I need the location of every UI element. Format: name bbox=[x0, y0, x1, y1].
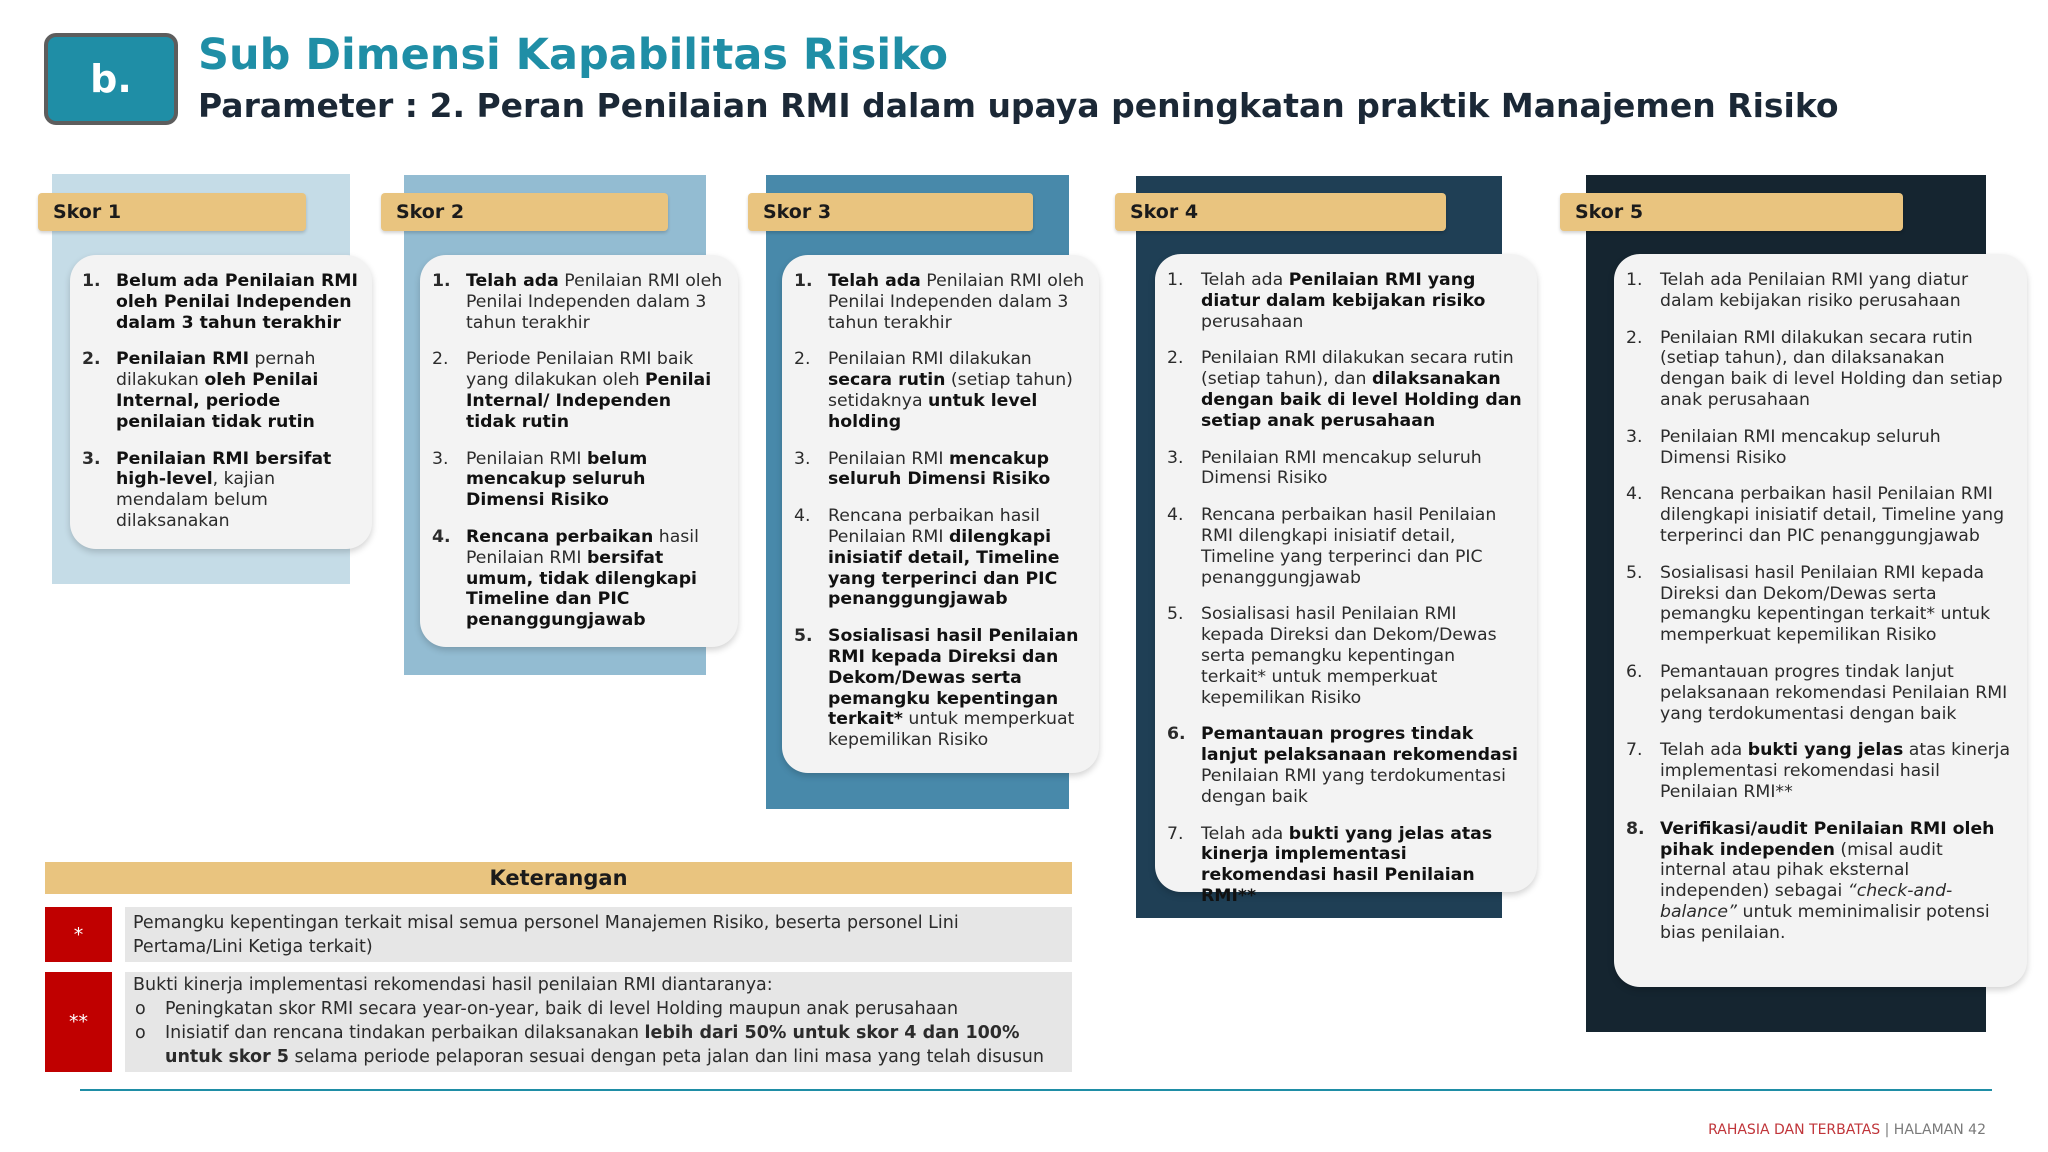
section-badge: b. bbox=[44, 33, 178, 125]
note-2-bullet-2-text-c: selama periode pelaporan sesuai dengan peta jalan dan lini masa yang telah disusun bbox=[288, 1047, 1044, 1067]
item-number: 2. bbox=[794, 349, 811, 370]
skor-4-item-7 bbox=[1167, 824, 1523, 907]
skor-1-item-3 bbox=[82, 449, 358, 532]
skor-4-item-3 bbox=[1167, 448, 1523, 490]
item-text-segment: dilaksanakan dengan baik di level Holding dan setiap anak perusahaan bbox=[1201, 369, 1522, 431]
skor-5-card bbox=[1614, 254, 2027, 987]
note-2-box bbox=[125, 972, 1072, 1072]
skor-1-item-1 bbox=[82, 271, 358, 333]
note-2-marker: ** bbox=[45, 972, 112, 1072]
item-number: 1. bbox=[1167, 270, 1184, 290]
footer-divider bbox=[80, 1089, 1992, 1091]
item-text-segment: secara rutin bbox=[828, 370, 946, 391]
item-text-segment: untuk meminimalisir potensi bias penilaian. bbox=[1660, 901, 1990, 943]
item-text-segment: Penilaian RMI bbox=[466, 448, 587, 469]
skor-5-tab: Skor 5 bbox=[1560, 193, 1903, 231]
skor-3-card bbox=[782, 255, 1099, 773]
item-text-segment: Rencana perbaikan bbox=[466, 526, 654, 547]
skor-3-list bbox=[794, 271, 1085, 751]
item-text-segment: Pemantauan progres tindak lanjut pelaksanaan rekomendasi bbox=[1201, 724, 1518, 766]
item-text-segment: atas kinerja implementasi rekomendasi hasil Penilaian RMI** bbox=[1660, 740, 2011, 802]
item-number: 3. bbox=[82, 448, 101, 469]
skor-1-item-2 bbox=[82, 349, 358, 432]
item-number: 3. bbox=[794, 448, 811, 469]
item-number: 4. bbox=[794, 506, 811, 527]
note-2-bullet-2-emphasis: lebih dari 50% untuk skor 4 dan 100% untuk skor 5 bbox=[165, 1023, 1020, 1067]
skor-1-list bbox=[82, 271, 358, 532]
item-text-segment: Rencana perbaikan hasil Penilaian RMI dilengkapi inisiatif detail, Timeline yang terperinci dan PIC penanggungjawab bbox=[1660, 484, 2005, 546]
item-number: 3. bbox=[432, 448, 449, 469]
note-2-bullet-2-text-a: Inisiatif dan rencana tindakan perbaikan dilaksanakan bbox=[165, 1023, 645, 1043]
page-number: HALAMAN 42 bbox=[1893, 1122, 1986, 1138]
item-number: 5. bbox=[1626, 562, 1643, 583]
skor-3-item-1 bbox=[794, 271, 1085, 333]
item-text-segment: Sosialisasi hasil Penilaian RMI kepada Direksi dan Dekom/Dewas serta pemangku kepentingan terkait* bbox=[828, 626, 1079, 730]
footer bbox=[1708, 1122, 1986, 1138]
skor-2-item-1 bbox=[432, 271, 724, 333]
skor-4-item-4 bbox=[1167, 505, 1523, 588]
skor-5-item-3 bbox=[1626, 427, 2013, 469]
note-1-text: Pemangku kepentingan terkait misal semua personel Manajemen Risiko, beserta personel Lini Pertama/Lini Ketiga terkait) bbox=[125, 907, 1072, 962]
skor-4-tab: Skor 4 bbox=[1115, 193, 1446, 231]
item-number: 5. bbox=[1167, 604, 1184, 625]
item-text-segment: dilengkapi inisiatif detail, Timeline yang terperinci dan PIC penanggungjawab bbox=[828, 526, 1060, 610]
skor-2-card bbox=[420, 255, 738, 647]
item-number: 8. bbox=[1626, 818, 1645, 839]
item-text-segment: Penilaian RMI oleh Penilai Independen dalam 3 tahun terakhir bbox=[828, 271, 1085, 333]
skor-1-tab: Skor 1 bbox=[38, 193, 306, 231]
skor-5-item-2 bbox=[1626, 328, 2013, 411]
item-text-segment: (setiap tahun) setidaknya bbox=[828, 370, 1073, 411]
item-number: 5. bbox=[794, 626, 813, 647]
item-text-segment: Rencana perbaikan hasil Penilaian RMI dilengkapi inisiatif detail, Timeline yang terperinci dan PIC penanggungjawab bbox=[1201, 505, 1497, 588]
item-number: 2. bbox=[1167, 348, 1184, 369]
item-text-segment: oleh Penilai Internal bbox=[116, 370, 319, 411]
confidential-label: RAHASIA DAN TERBATAS bbox=[1708, 1122, 1881, 1138]
bullet-icon: o bbox=[135, 999, 146, 1019]
item-number: 2. bbox=[432, 349, 449, 370]
item-number: 1. bbox=[432, 271, 451, 291]
skor-2-item-3 bbox=[432, 449, 724, 511]
skor-5-list bbox=[1626, 270, 2013, 944]
skor-1-card bbox=[70, 255, 372, 549]
item-text-segment: Penilaian RMI mencakup seluruh Dimensi Risiko bbox=[1660, 426, 1941, 468]
skor-2-item-2 bbox=[432, 349, 724, 432]
skor-5-item-6 bbox=[1626, 662, 2013, 724]
item-text-segment: Penilaian RMI dilakukan secara rutin (setiap tahun), dan dilaksanakan dengan baik di level Holding dan setiap anak perusahaan bbox=[1660, 327, 2003, 410]
page-title: Sub Dimensi Kapabilitas Risiko bbox=[198, 30, 949, 80]
item-text-segment: bukti yang jelas bbox=[1747, 740, 1904, 761]
item-text-segment: Penilaian RMI yang terdokumentasi dengan baik bbox=[1201, 765, 1506, 807]
item-text-segment: perusahaan bbox=[1201, 311, 1304, 332]
item-text-segment: Telah ada bbox=[1201, 270, 1289, 290]
item-number: 1. bbox=[82, 271, 101, 291]
item-text-segment: Telah ada Penilaian RMI yang diatur dalam kebijakan risiko perusahaan bbox=[1660, 270, 1969, 311]
note-2-bullet-1-text: Peningkatan skor RMI secara year-on-year, baik di level Holding maupun anak perusahaan bbox=[165, 999, 959, 1019]
skor-4-item-2 bbox=[1167, 348, 1523, 431]
skor-5-item-5 bbox=[1626, 563, 2013, 646]
note-2-intro: Bukti kinerja implementasi rekomendasi hasil penilaian RMI diantaranya: bbox=[133, 975, 773, 995]
skor-2-list bbox=[432, 271, 724, 631]
item-text-segment: , kajian mendalam belum dilaksanakan bbox=[116, 469, 276, 531]
item-text-segment: Telah ada bbox=[1660, 740, 1748, 761]
skor-2-tab: Skor 2 bbox=[381, 193, 668, 231]
skor-4-list bbox=[1167, 270, 1523, 907]
item-number: 3. bbox=[1167, 447, 1184, 468]
item-text-segment: Penilaian RMI bbox=[828, 448, 949, 469]
item-number: 7. bbox=[1167, 823, 1184, 844]
item-number: 7. bbox=[1626, 740, 1643, 761]
note-2-bullet-2 bbox=[133, 1021, 1064, 1069]
item-number: 4. bbox=[432, 526, 451, 547]
item-text-segment: Penilaian RMI oleh Penilai Independen dalam 3 tahun terakhir bbox=[466, 271, 723, 333]
item-text-segment: belum mencakup seluruh Dimensi Risiko bbox=[466, 448, 648, 511]
item-text-segment: pernah dilakukan bbox=[116, 349, 316, 391]
skor-3-item-5 bbox=[794, 626, 1085, 751]
item-number: 1. bbox=[794, 271, 813, 291]
item-text-segment: Telah ada bbox=[1201, 823, 1289, 844]
item-number: 6. bbox=[1167, 724, 1186, 745]
item-text-segment: Sosialisasi hasil Penilaian RMI kepada Direksi dan Dekom/Dewas serta pemangku kepentingan terkait* untuk memperkuat kepemilikan Risiko bbox=[1660, 562, 1991, 646]
item-text-segment: Telah ada bbox=[828, 271, 921, 291]
item-text-segment: untuk memperkuat kepemilikan Risiko bbox=[828, 709, 1075, 751]
item-number: 3. bbox=[1626, 426, 1643, 447]
item-text-segment: untuk level holding bbox=[828, 390, 1038, 432]
skor-5-item-8 bbox=[1626, 819, 2013, 944]
note-2-bullet-1 bbox=[133, 997, 1064, 1021]
item-text-segment: “check-and-balance” bbox=[1660, 881, 1953, 922]
item-text-segment: (misal audit internal atau pihak eksternal independen) sebagai bbox=[1660, 839, 1943, 902]
note-2-bullets bbox=[133, 997, 1064, 1069]
item-text-segment: 3 tahun terakhir bbox=[181, 312, 341, 333]
skor-3-item-3 bbox=[794, 449, 1085, 491]
item-text-segment: Penilaian RMI bersifat high-level bbox=[116, 448, 332, 490]
note-1-marker: * bbox=[45, 907, 112, 962]
item-number: 6. bbox=[1626, 661, 1643, 682]
item-text-segment: Pemantauan progres tindak lanjut pelaksanaan rekomendasi Penilaian RMI yang terdokumentasi dengan baik bbox=[1660, 661, 2008, 724]
skor-5-item-1 bbox=[1626, 270, 2013, 312]
item-number: 4. bbox=[1167, 505, 1184, 526]
item-text-segment: bersifat umum, tidak dilengkapi Timeline dan PIC penanggungjawab bbox=[466, 547, 697, 631]
footer-separator: | bbox=[1880, 1122, 1894, 1138]
skor-4-item-1 bbox=[1167, 270, 1523, 332]
skor-4-item-6 bbox=[1167, 724, 1523, 807]
item-text-segment: bukti yang jelas atas kinerja implementasi rekomendasi hasil Penilaian RMI** bbox=[1201, 823, 1493, 906]
skor-4-item-5 bbox=[1167, 604, 1523, 708]
skor-5-item-4 bbox=[1626, 484, 2013, 546]
skor-2-item-4 bbox=[432, 527, 724, 631]
item-text-segment: mencakup seluruh Dimensi Risiko bbox=[828, 448, 1051, 490]
item-text-segment: Periode Penilaian RMI baik yang dilakukan oleh bbox=[466, 349, 694, 391]
item-text-segment: Penilaian RMI dilakukan secara rutin (setiap tahun), dan bbox=[1201, 348, 1514, 390]
item-number: 2. bbox=[82, 349, 101, 370]
page-subtitle: Parameter : 2. Peran Penilaian RMI dalam upaya peningkatan praktik Manajemen Risiko bbox=[198, 86, 1839, 125]
item-text-segment: Rencana perbaikan hasil Penilaian RMI bbox=[828, 506, 1040, 547]
item-text-segment: Verifikasi/audit Penilaian RMI oleh pihak independen bbox=[1660, 818, 1995, 860]
bullet-icon: o bbox=[135, 1023, 146, 1043]
item-number: 4. bbox=[1626, 484, 1643, 505]
keterangan-header: Keterangan bbox=[45, 862, 1072, 894]
item-text-segment: Sosialisasi hasil Penilaian RMI kepada Direksi dan Dekom/Dewas serta pemangku kepentingan terkait* untuk memperkuat kepemilikan Risiko bbox=[1201, 604, 1497, 708]
item-text-segment: Penilaian RMI dilakukan bbox=[828, 349, 1032, 370]
skor-3-tab: Skor 3 bbox=[748, 193, 1033, 231]
item-number: 1. bbox=[1626, 270, 1643, 290]
skor-5-item-7 bbox=[1626, 740, 2013, 802]
skor-3-item-2 bbox=[794, 349, 1085, 432]
item-text-segment: Belum ada Penilaian RMI oleh Penilai Independen dalam bbox=[116, 271, 358, 333]
item-text-segment: Penilai Internal/ Independen tidak rutin bbox=[466, 370, 712, 432]
item-text-segment: Telah ada bbox=[466, 271, 559, 291]
item-text-segment: Penilaian RMI mencakup seluruh Dimensi Risiko bbox=[1201, 447, 1482, 489]
item-text-segment: Penilaian RMI bbox=[116, 349, 250, 370]
skor-3-item-4 bbox=[794, 506, 1085, 610]
item-text-segment: Penilaian RMI yang diatur dalam kebijakan risiko bbox=[1201, 270, 1486, 311]
item-number: 2. bbox=[1626, 327, 1643, 348]
item-text-segment: , periode penilaian tidak rutin bbox=[116, 390, 315, 432]
skor-4-card bbox=[1155, 254, 1537, 906]
item-text-segment: hasil Penilaian RMI bbox=[466, 526, 699, 568]
